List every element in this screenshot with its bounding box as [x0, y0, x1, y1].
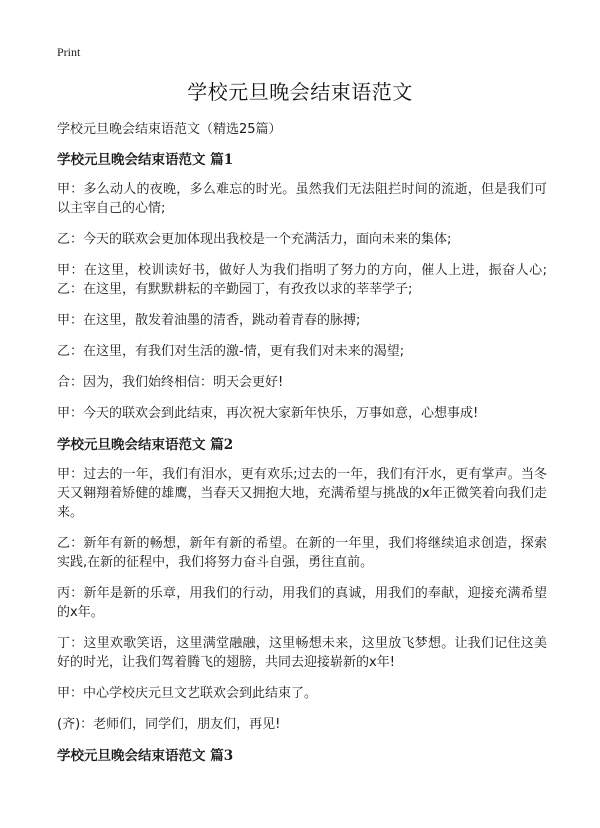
- section-3: [57, 746, 547, 766]
- paragraph: 丙：新年是新的乐章，用我们的行动，用我们的真诚，用我们的奉献，迎接充满希望的x年。: [57, 586, 547, 620]
- document-body: [57, 120, 547, 776]
- section-heading: 学校元旦晚会结束语范文 篇2: [57, 437, 234, 453]
- paragraph: (齐)：老师们，同学们，朋友们，再见!: [57, 717, 281, 732]
- section-1: [57, 150, 547, 423]
- print-label[interactable]: Print: [57, 45, 81, 59]
- paragraph: 甲：中心学校庆元旦文艺联欢会到此结束了。: [57, 686, 318, 701]
- section-2: [57, 435, 547, 734]
- paragraph: 甲：在这里，校训读好书，做好人为我们指明了努力的方向，催人上进，振奋人心; 乙：在这里，有默默耕耘的辛勤园丁，有孜孜以求的莘莘学子;: [57, 263, 547, 297]
- paragraph: 丁：这里欢歌笑语，这里满堂融融，这里畅想未来，这里放飞梦想。让我们记住这美好的时光，让我们驾着腾飞的翅膀，共同去迎接崭新的x年!: [57, 636, 547, 670]
- paragraph: 甲：今天的联欢会到此结束，再次祝大家新年快乐，万事如意，心想事成!: [57, 406, 479, 421]
- paragraph: 乙：新年有新的畅想，新年有新的希望。在新的一年里，我们将继续追求创造，探索实践,在新的征程中，我们将努力奋斗自强，勇往直前。: [57, 536, 547, 570]
- section-heading: 学校元旦晚会结束语范文 篇3: [57, 748, 234, 764]
- document-subtitle: 学校元旦晚会结束语范文（精选25篇）: [57, 122, 282, 137]
- paragraph: 甲：过去的一年，我们有泪水，更有欢乐;过去的一年，我们有汗水，更有掌声。当冬天又翱翔着矫健的雄鹰，当春天又拥抱大地，充满希望与挑战的x年正微笑着向我们走来。: [57, 467, 547, 520]
- paragraph: 乙：今天的联欢会更加体现出我校是一个充满活力，面向未来的集体;: [57, 232, 452, 247]
- paragraph: 合：因为，我们始终相信：明天会更好!: [57, 375, 284, 390]
- paragraph: 乙：在这里，有我们对生活的激-情，更有我们对未来的渴望;: [57, 344, 405, 359]
- paragraph: 甲：多么动人的夜晚，多么难忘的时光。虽然我们无法阻拦时间的流逝，但是我们可以主宰自己的心情;: [57, 182, 547, 216]
- document-title: 学校元旦晚会结束语范文: [187, 80, 413, 104]
- paragraph: 甲：在这里，散发着油墨的清香，跳动着青春的脉搏;: [57, 313, 361, 328]
- section-heading: 学校元旦晚会结束语范文 篇1: [57, 152, 234, 168]
